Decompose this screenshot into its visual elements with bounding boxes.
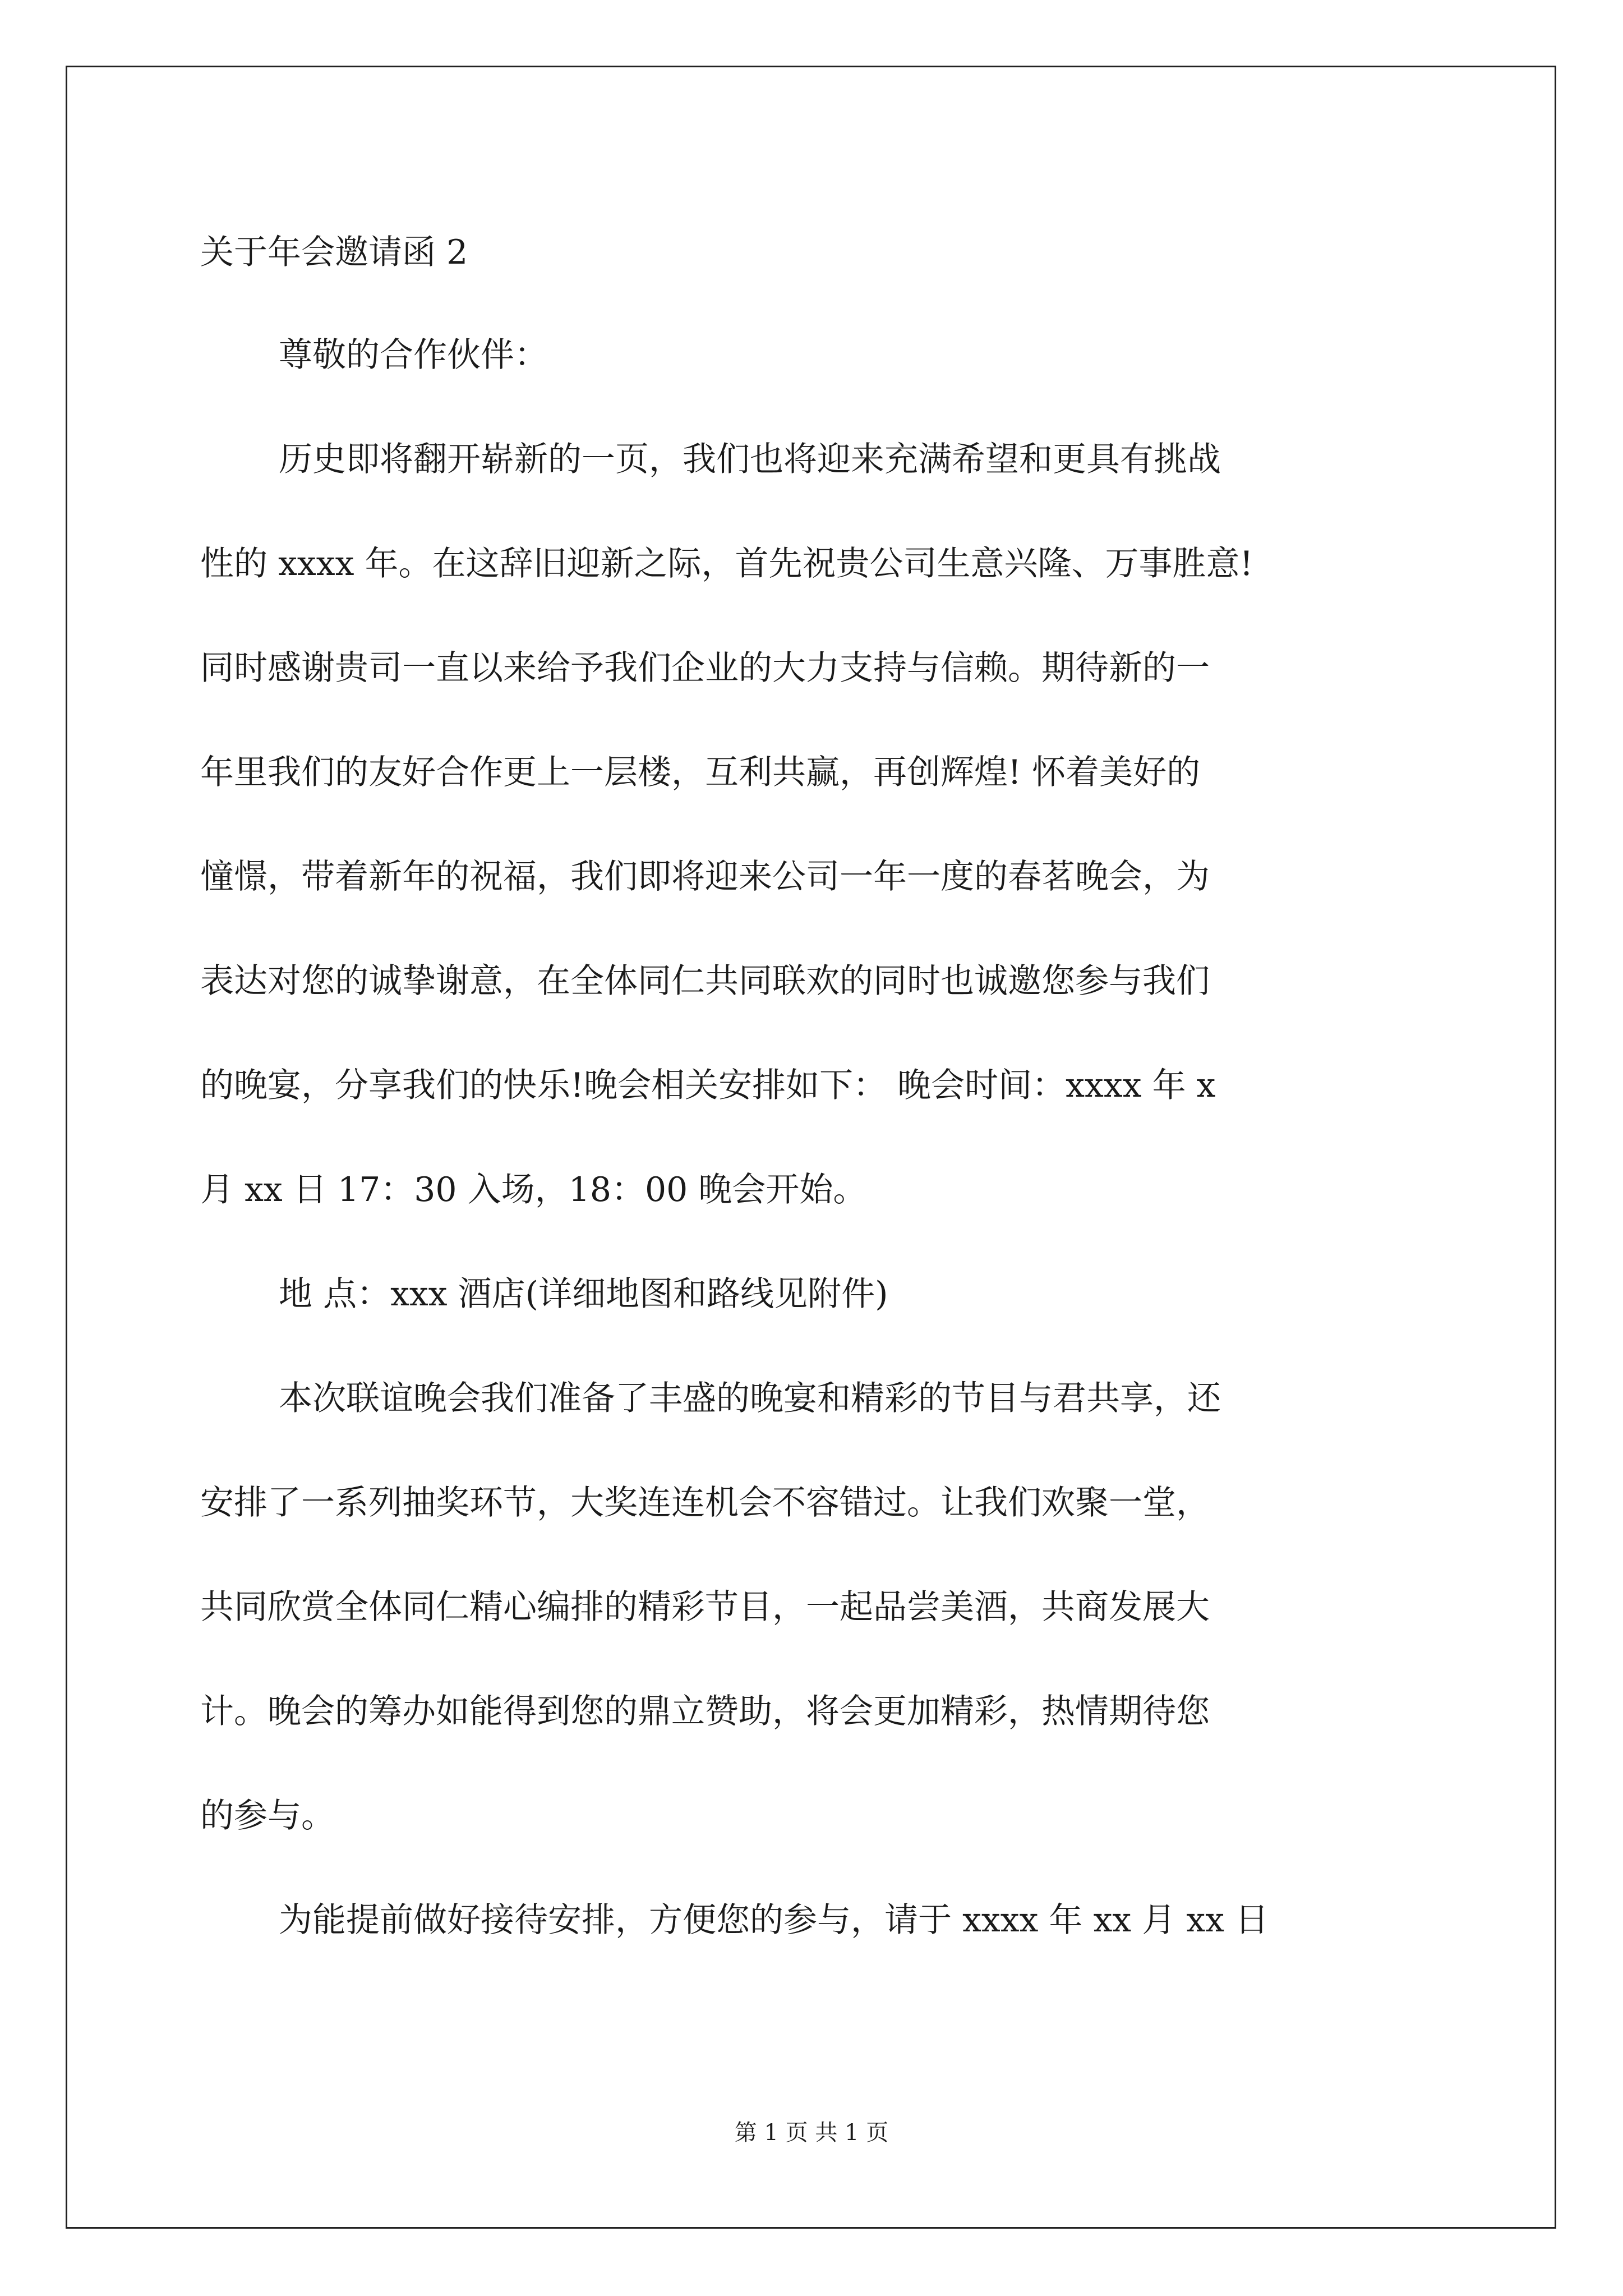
- paragraph-line: 历史即将翻开崭新的一页，我们也将迎来充满希望和更具有挑战: [279, 440, 1221, 479]
- paragraph-line: 表达对您的诚挚谢意，在全体同仁共同联欢的同时也诚邀您参与我们: [200, 961, 1210, 1001]
- paragraph-line: 共同欣赏全体同仁精心编排的精彩节目，一起品尝美酒，共商发展大: [200, 1588, 1210, 1627]
- paragraph-line: 年里我们的友好合作更上一层楼，互利共赢，再创辉煌! 怀着美好的: [200, 753, 1201, 792]
- paragraph-line: 本次联谊晚会我们准备了丰盛的晚宴和精彩的节目与君共享，还: [279, 1379, 1221, 1418]
- paragraph-line: 性的 xxxx 年。在这辞旧迎新之际，首先祝贵公司生意兴隆、万事胜意!: [200, 544, 1253, 583]
- page-number-footer: 第 1 页 共 1 页: [734, 2120, 889, 2146]
- paragraph-line: 的参与。: [200, 1796, 335, 1835]
- paragraph-line: 尊敬的合作伙伴：: [279, 335, 548, 375]
- paragraph-line: 为能提前做好接待安排，方便您的参与，请于 xxxx 年 xx 月 xx 日: [279, 1901, 1269, 1940]
- paragraph-line: 计。晚会的筹办如能得到您的鼎立赞助，将会更加精彩，热情期待您: [200, 1692, 1210, 1731]
- paragraph-line: 的晚宴，分享我们的快乐!晚会相关安排如下： 晚会时间：xxxx 年 x: [200, 1066, 1216, 1105]
- paragraph-line: 地 点：xxx 酒店(详细地图和路线见附件): [279, 1274, 888, 1314]
- document-body: [200, 303, 1434, 1972]
- document-title: 关于年会邀请函 2: [200, 233, 468, 272]
- paragraph-line: 同时感谢贵司一直以来给予我们企业的大力支持与信赖。期待新的一: [200, 648, 1210, 688]
- paragraph-line: 安排了一系列抽奖环节，大奖连连机会不容错过。让我们欢聚一堂，: [200, 1483, 1210, 1522]
- paragraph-line: 月 xx 日 17：30 入场，18：00 晚会开始。: [200, 1170, 867, 1209]
- paragraph-line: 憧憬，带着新年的祝福，我们即将迎来公司一年一度的春茗晚会，为: [200, 857, 1210, 896]
